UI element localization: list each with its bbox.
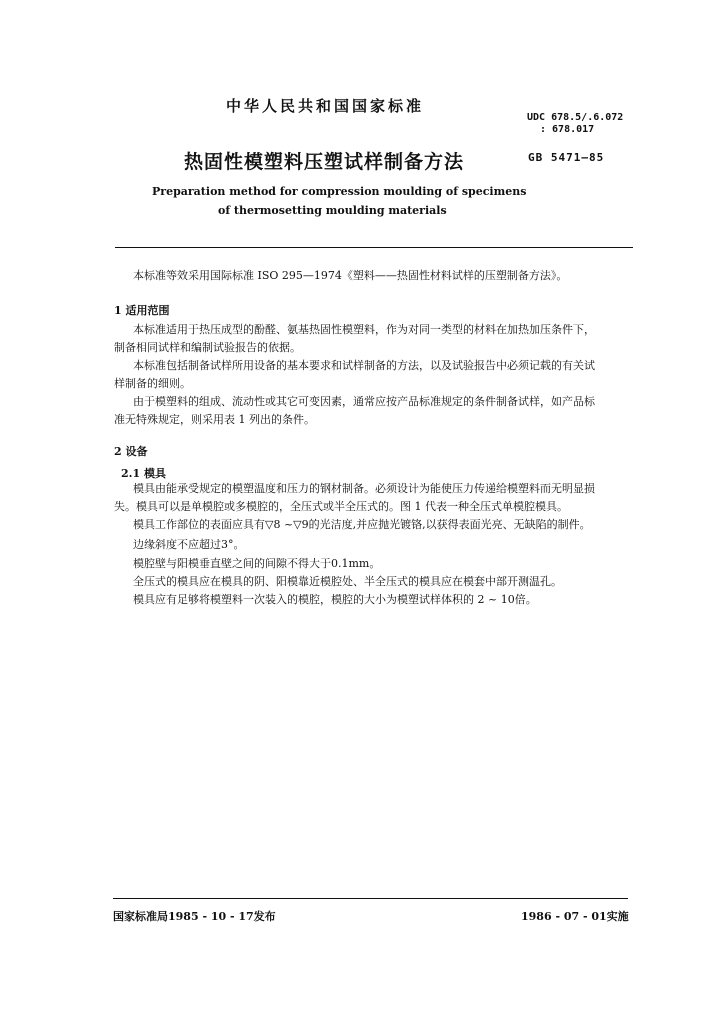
section1-line: 本标准包括制备试样所用设备的基本要求和试样制备的方法，以及试验报告中必须记载的有关试 bbox=[133, 359, 595, 372]
gb-number: GB 5471—85 bbox=[528, 151, 605, 164]
section2-line: 全压式的模具应在模具的阴、阳模靠近模腔处、半全压式的模具应在模套中部开测温孔。 bbox=[133, 575, 562, 588]
section1-line: 由于模塑料的组成、流动性或其它可变因素，通常应按产品标准规定的条件制备试样，如产品标 bbox=[133, 395, 595, 408]
section2-line: 模具工作部位的表面应具有▽8 ~▽9的光洁度,并应抛光镀铬,以获得表面光亮、无缺陷的制件。 bbox=[133, 518, 591, 531]
document-title-cn: 热固性模塑料压塑试样制备方法 bbox=[184, 151, 465, 173]
effective-date: 1986 - 07 - 01实施 bbox=[521, 910, 629, 923]
section1-line: 制备相同试样和编制试验报告的依据。 bbox=[114, 341, 301, 354]
header-divider bbox=[115, 247, 633, 248]
section1-line: 样制备的细则。 bbox=[114, 377, 191, 390]
section2-line: 模具由能承受规定的模塑温度和压力的钢材制备。必须设计为能使压力传递给模塑料而无明显损 bbox=[133, 482, 595, 495]
section1-line: 本标准适用于热压成型的酚醛、氨基热固性模塑料，作为对同一类型的材料在加热加压条件下， bbox=[133, 323, 595, 336]
section2-1-heading: 2.1 模具 bbox=[121, 467, 166, 480]
national-standard-label: 中华人民共和国国家标准 bbox=[226, 97, 425, 115]
section2-line: 失。模具可以是单模腔或多模腔的，全压式或半全压式的。图 1 代表一种全压式单模腔模具。 bbox=[114, 500, 568, 513]
issue-date: 国家标准局1985 - 10 - 17发布 bbox=[113, 910, 276, 923]
section1-heading: 1 适用范围 bbox=[114, 304, 170, 317]
section2-line: 边缘斜度不应超过3°。 bbox=[133, 538, 245, 551]
udc-code-line1: UDC 678.5/.6.072 bbox=[527, 112, 624, 123]
section2-line: 模具应有足够将模塑料一次装入的模腔，模腔的大小为模塑试样体积的 2 ~ 10倍。 bbox=[133, 593, 537, 606]
intro-paragraph: 本标准等效采用国际标准 ISO 295—1974《塑料——热固性材料试样的压塑制备方法》。 bbox=[133, 269, 568, 282]
document-title-en-line1: Preparation method for compression moulding of specimens bbox=[152, 185, 527, 198]
document-title-en-line2: of thermosetting moulding materials bbox=[218, 204, 447, 217]
footer-divider bbox=[113, 898, 628, 899]
section1-line: 准无特殊规定，则采用表 1 列出的条件。 bbox=[114, 413, 315, 426]
udc-code-line2: : 678.017 bbox=[540, 124, 595, 135]
section2-line: 模腔壁与阳模垂直壁之间的间隙不得大于0.1mm。 bbox=[133, 557, 381, 570]
section2-heading: 2 设备 bbox=[114, 445, 148, 458]
